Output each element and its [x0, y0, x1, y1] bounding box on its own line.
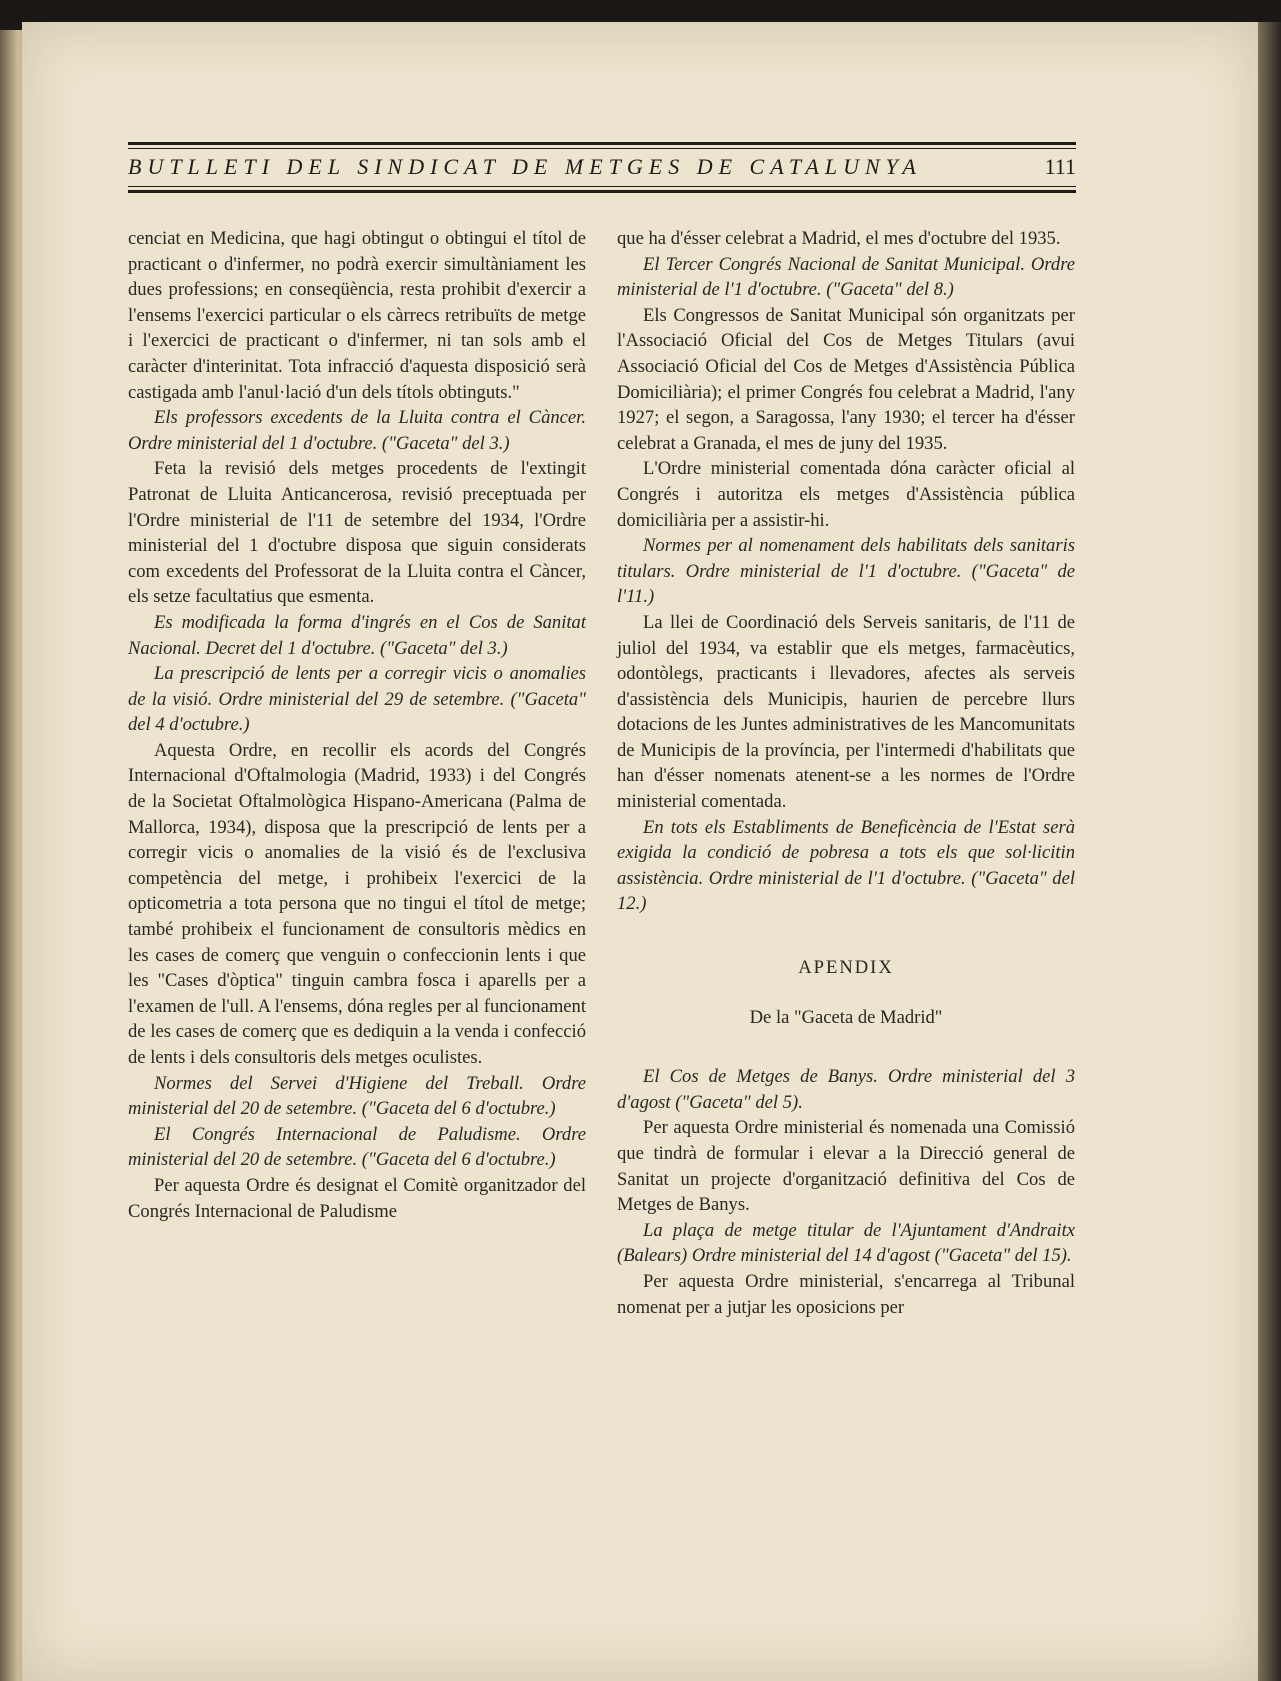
appendix-title: APENDIX — [798, 957, 894, 979]
header-rule-bottom-thin — [128, 186, 1076, 187]
journal-title: BUTLLETI DEL SINDICAT DE METGES DE CATALUNYA — [128, 154, 922, 179]
paragraph: La llei de Coordinació dels Serveis sanitaris, de l'11 de juliol del 1934, va establir que els metges, farmacèutics, odontòlegs, practicants i llevadores, afectes als serveis d'assistència dels Municipis, haurien de percebre llurs dotacions de les Juntes administratives de les Mancomunitats de Municipis de la província, per l'intermedi d'habilitats que han d'ésser nomenats atenent-se a les normes de l'Ordre ministerial comentada. — [617, 611, 1075, 813]
right-column — [617, 226, 1075, 1320]
paragraph: Per aquesta Ordre ministerial és nomenada una Comissió que tindrà de formular i elevar a la Direcció general de Sanitat un projecte d'organització definitiva del Cos de Metges de Banys. — [617, 1117, 1075, 1216]
appendix-subtitle: De la "Gaceta de Madrid" — [749, 1006, 943, 1028]
paragraph: cenciat en Medicina, que hagi obtingut o obtingui el títol de practicant o d'infermer, no podrà exercir simultàniament les dues professions; en conseqüència, resta prohibit d'exercir a l'ensems l'exercici particular o els càrrecs retribuïts de metge i l'exercici de practicant o d'infermer, ni tan sols amb el caràcter d'interinitat. Tota infracció d'aquesta disposició serà castigada amb l'anul·lació d'un dels títols obtinguts." — [128, 228, 586, 403]
header-rule-top-thin — [128, 148, 1076, 149]
paragraph: Per aquesta Ordre és designat el Comitè organitzador del Congrés Internacional de Paludisme — [128, 1174, 586, 1222]
paragraph: Els Congressos de Sanitat Municipal són organitzats per l'Associació Oficial del Cos de Metges Titulars (avui Associació Oficial del Cos de Metges d'Assistència Pública Domiciliària); el primer Congrés fou celebrat a Madrid, l'any 1927; el segon, a Saragossa, l'any 1930; el tercer ha d'ésser celebrat a Granada, el mes de juny del 1935. — [617, 304, 1075, 454]
section-heading: La plaça de metge titular de l'Ajuntament d'Andraitx (Balears) Ordre ministerial del 14 d'agost ("Gaceta" del 15). — [617, 1219, 1075, 1267]
paragraph: L'Ordre ministerial comentada dóna caràcter oficial al Congrés i autoritza els metges d'Assistència pública domiciliària per a assistir-hi. — [617, 458, 1075, 531]
running-header — [128, 142, 1076, 198]
section-heading: El Tercer Congrés Nacional de Sanitat Municipal. Ordre ministerial de l'1 d'octubre. ("Gaceta" del 8.) — [617, 253, 1075, 301]
paragraph: Aquesta Ordre, en recollir els acords del Congrés Internacional d'Oftalmologia (Madrid, 1933) i del Congrés de la Societat Oftalmològica Hispano-Americana (Palma de Mallorca, 1934), disposa que la prescripció de lents per a corregir vicis o anomalies de la visió és de l'exclusiva competència del metge, i prohibeix l'exercici de la opticometria a tota persona que no tingui el títol de metge; també prohibeix el funcionament de consultoris mèdics en les cases de comerç que venguin o confeccionin lents i que les "Cases d'òptica" tinguin cambra fosca i aparells per a l'examen de l'ull. A l'ensems, dóna regles per al funcionament de les cases de comerç que es dediquin a la venda i confecció de lents i dels consultoris dels metges oculistes. — [128, 739, 586, 1068]
page-edge-shadow — [1258, 22, 1281, 1681]
paragraph: Feta la revisió dels metges procedents de l'extingit Patronat de Lluita Anticancerosa, revisió preceptuada per l'Ordre ministerial de l'11 de setembre del 1934, l'Ordre ministerial del 1 d'octubre disposa que siguin considerats com excedents del Professorat de la Lluita contra el Càncer, els setze facultatius que esmenta. — [128, 458, 586, 608]
page-number: 111 — [1044, 154, 1076, 179]
header-rule-top — [128, 142, 1076, 145]
section-heading: Els professors excedents de la Lluita contra el Càncer. Ordre ministerial del 1 d'octubre. ("Gaceta" del 3.) — [128, 407, 586, 454]
left-column — [128, 226, 586, 1224]
section-heading: Es modificada la forma d'ingrés en el Cos de Sanitat Nacional. Decret del 1 d'octubre. ("Gaceta" del 3.) — [128, 611, 586, 659]
header-rule-bottom — [128, 190, 1076, 193]
paragraph: que ha d'ésser celebrat a Madrid, el mes d'octubre del 1935. — [617, 228, 1061, 249]
section-heading: Normes per al nomenament dels habilitats dels sanitaris titulars. Ordre ministerial de l'1 d'octubre. ("Gaceta" de l'11.) — [617, 535, 1075, 608]
section-heading: El Congrés Internacional de Paludisme. Ordre ministerial del 20 de setembre. ("Gaceta del 6 d'octubre.) — [128, 1123, 586, 1171]
paragraph: Per aquesta Ordre ministerial, s'encarrega al Tribunal nomenat per a jutjar les oposicions per — [617, 1270, 1075, 1318]
section-heading: La prescripció de lents per a corregir vicis o anomalies de la visió. Ordre ministerial del 29 de setembre. ("Gaceta" del 4 d'octubre.) — [128, 663, 586, 736]
section-heading: Normes del Servei d'Higiene del Treball. Ordre ministerial del 20 de setembre. ("Gaceta del 6 d'octubre.) — [128, 1072, 586, 1120]
section-heading: El Cos de Metges de Banys. Ordre ministerial del 3 d'agost ("Gaceta" del 5). — [617, 1066, 1075, 1113]
section-heading: En tots els Establiments de Beneficència de l'Estat serà exigida la condició de pobresa a tots els que sol·licitin assistència. Ordre ministerial de l'1 d'octubre. ("Gaceta" del 12.) — [617, 816, 1075, 915]
